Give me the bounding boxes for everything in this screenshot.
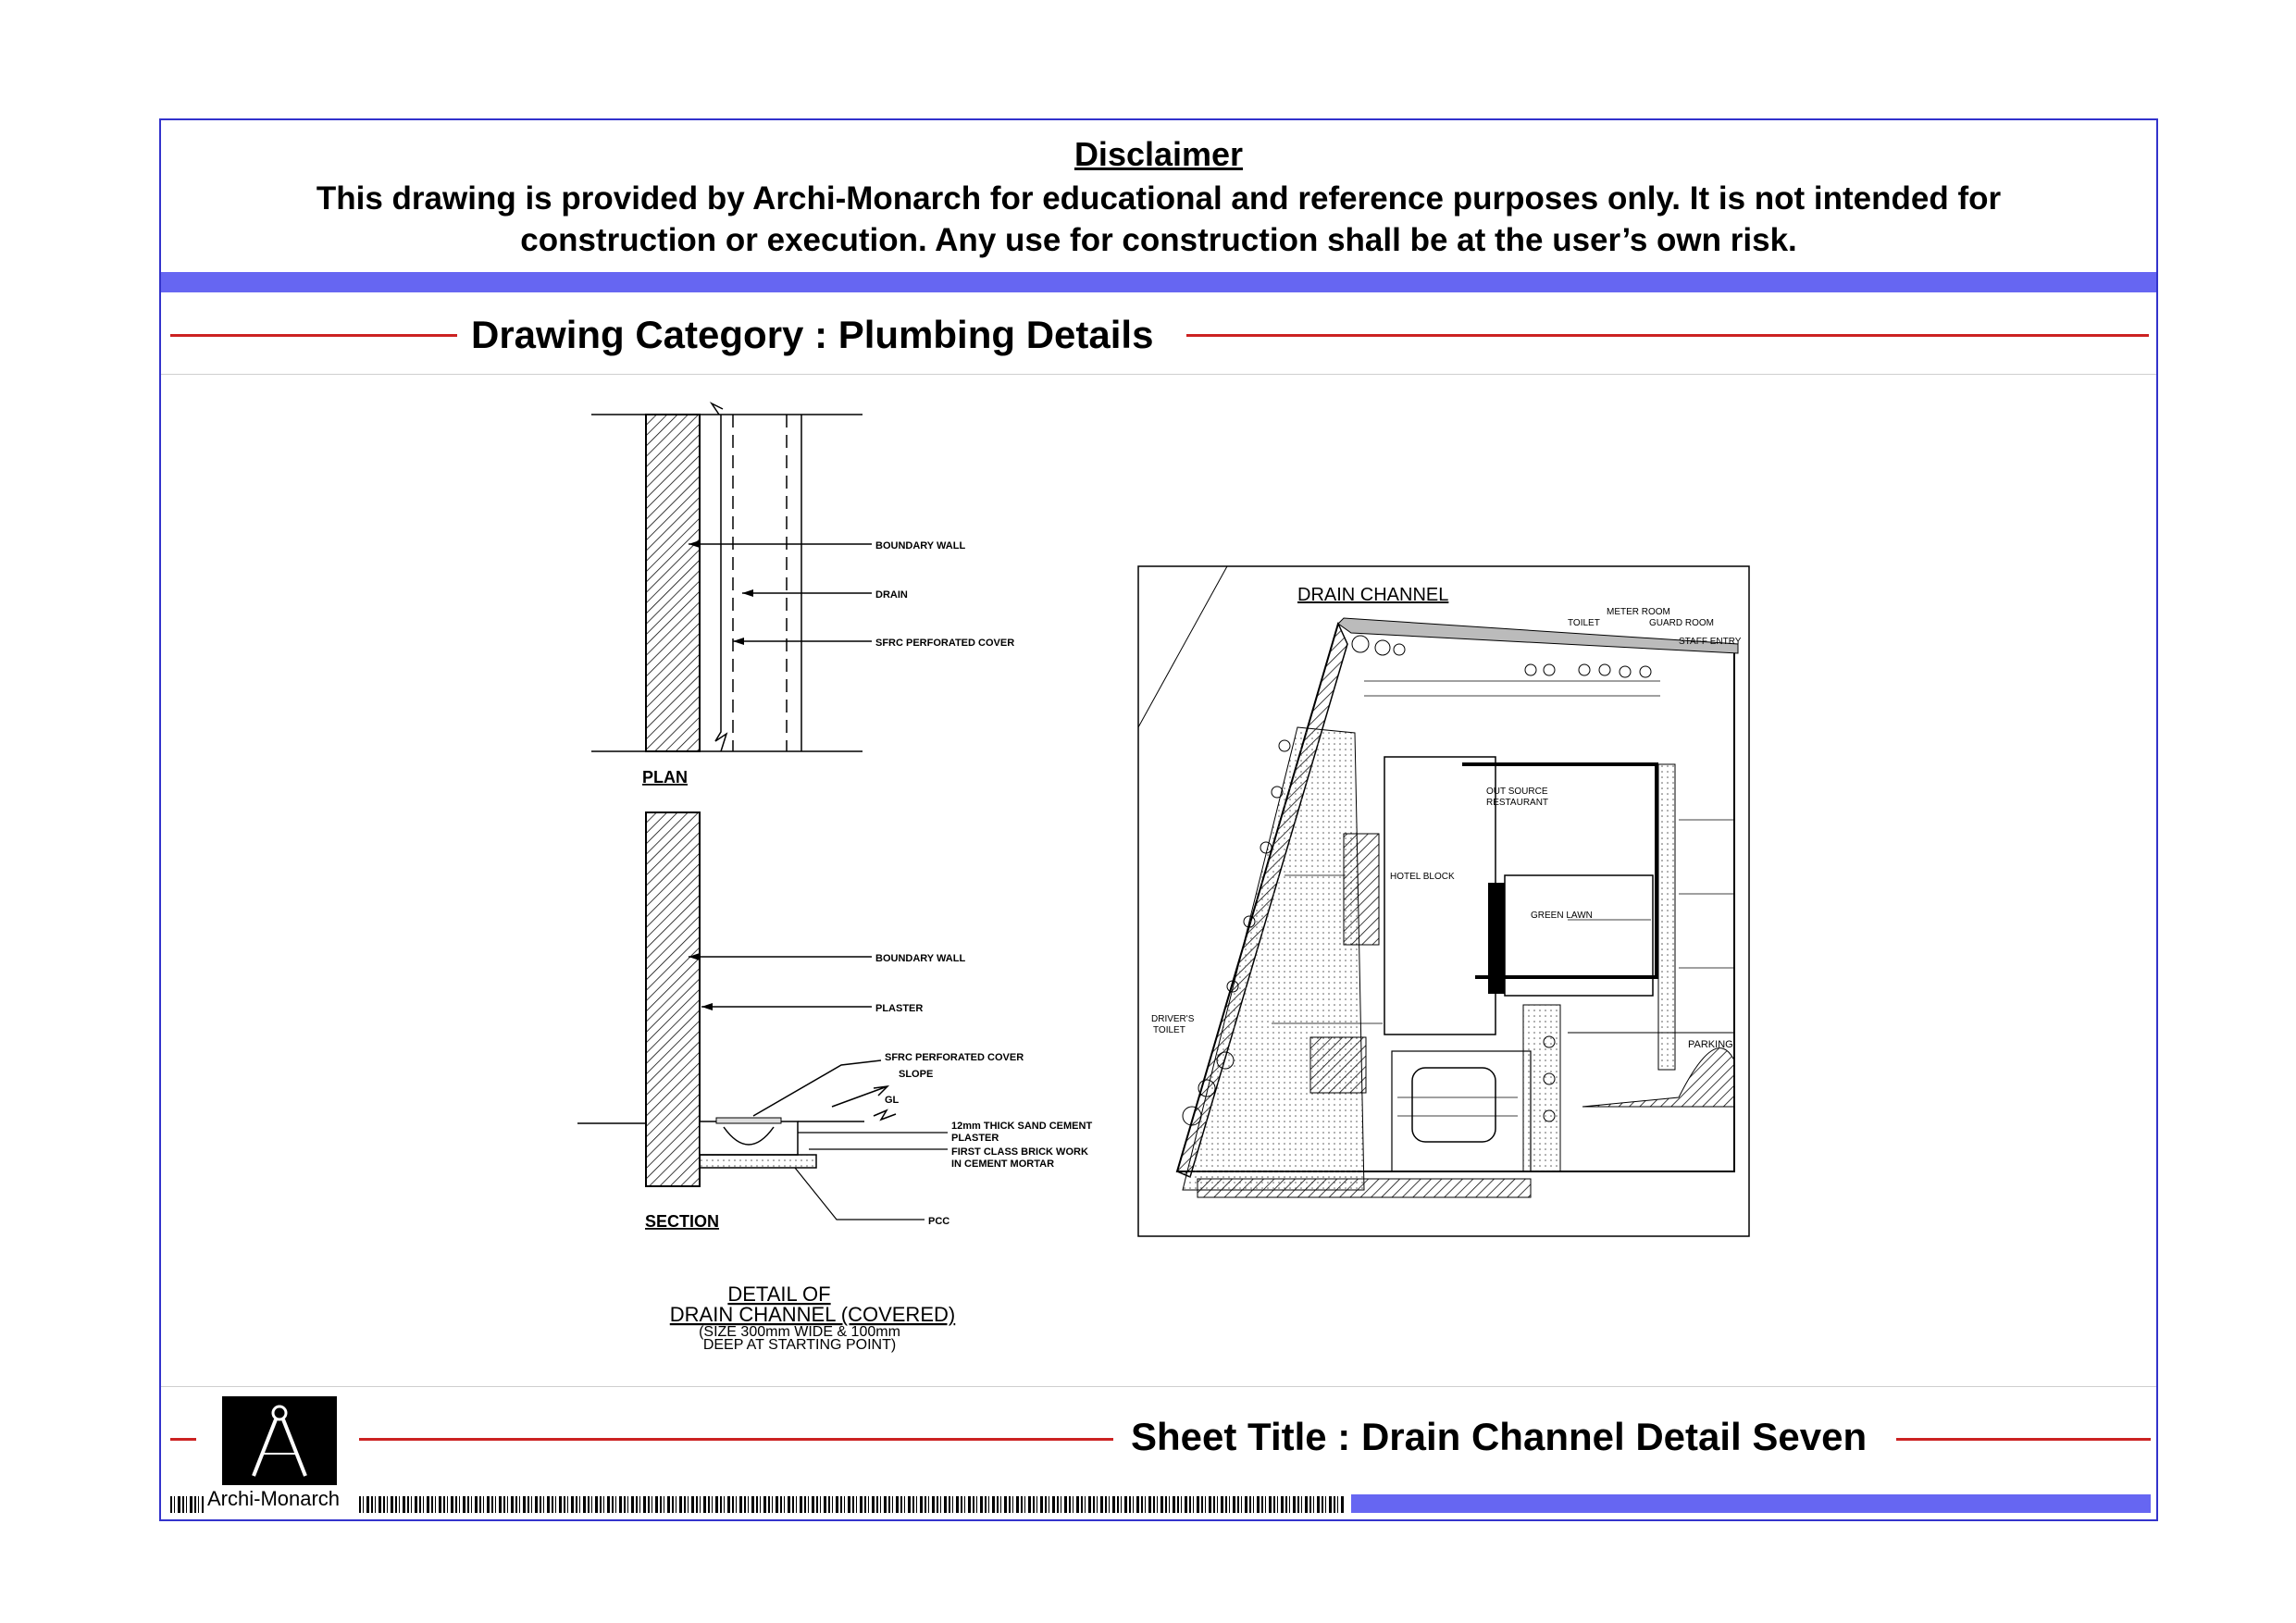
header-band: [161, 272, 2156, 292]
plan-boundary-wall: [646, 415, 700, 751]
plan-detail: [591, 403, 1014, 787]
drawing-sheet: [159, 118, 2158, 1521]
site-label-toilet: TOILET: [1568, 618, 1600, 628]
site-label-meter-room: METER ROOM: [1607, 607, 1670, 617]
site-plan-title: DRAIN CHANNEL: [1297, 585, 1449, 605]
section-boundary-wall: [646, 812, 700, 1186]
drawing-category: Drawing Category : Plumbing Details: [471, 313, 1154, 356]
site-label-staff-entry: STAFF ENTRY: [1679, 637, 1742, 647]
section-callout-plaster-2: PLASTER: [951, 1133, 999, 1144]
section-callout-cover: SFRC PERFORATED COVER: [885, 1052, 1024, 1063]
caption-line-4: DEEP AT STARTING POINT): [702, 1337, 897, 1353]
disclaimer-block: [161, 120, 2156, 270]
category-rule-left: [170, 334, 457, 337]
archi-monarch-logo: [222, 1396, 337, 1485]
site-label-hotel-block: HOTEL BLOCK: [1390, 872, 1455, 882]
category-rule-right: [1186, 334, 2149, 337]
footer-title-block: [161, 1386, 2156, 1524]
section-callout-plaster: PLASTER: [875, 1003, 924, 1014]
section-detail: [577, 812, 1092, 1231]
site-label-green-lawn: GREEN LAWN: [1531, 911, 1593, 921]
disclaimer-title: Disclaimer: [1074, 135, 1244, 173]
caption-line-3: (SIZE 300mm WIDE & 100mm: [699, 1324, 900, 1340]
site-label-drivers-toilet-1: DRIVER'S: [1151, 1014, 1195, 1024]
site-label-restaurant-2: RESTAURANT: [1486, 798, 1549, 808]
plan-callout-boundary-wall: BOUNDARY WALL: [875, 540, 966, 551]
footer-band: [1351, 1494, 2151, 1513]
caption-line-2: DRAIN CHANNEL (COVERED): [669, 1303, 956, 1326]
disclaimer-text: This drawing is provided by Archi-Monarch for educational and reference purposes only. It is not intended for construction or execution. Any use for construction shall be at the user’s own risk.: [316, 180, 2002, 258]
section-callout-brick-work: FIRST CLASS BRICK WORK: [951, 1146, 1088, 1158]
site-label-drivers-toilet-2: TOILET: [1153, 1025, 1185, 1035]
footer-rule-middle: [359, 1438, 1113, 1441]
site-label-guard-room: GUARD ROOM: [1649, 618, 1714, 628]
detail-caption: [670, 1282, 955, 1353]
section-label: SECTION: [645, 1212, 720, 1231]
barcode-strip: [359, 1496, 1344, 1513]
section-callout-sand-cement: 12mm THICK SAND CEMENT: [951, 1121, 1093, 1132]
drawing-svg: [161, 376, 2156, 1386]
section-callout-boundary-wall: BOUNDARY WALL: [875, 953, 966, 964]
section-callout-mortar: IN CEMENT MORTAR: [951, 1158, 1055, 1170]
footer-rule-left: [170, 1438, 196, 1441]
plan-callout-cover: SFRC PERFORATED COVER: [875, 638, 1015, 649]
drawing-area: [161, 376, 2156, 1386]
barcode-strip-left: [170, 1496, 204, 1513]
site-label-parking: PARKING: [1688, 1039, 1733, 1050]
site-label-restaurant-1: OUT SOURCE: [1486, 787, 1548, 797]
section-callout-gl: GL: [885, 1095, 900, 1106]
sheet-title: Sheet Title : Drain Channel Detail Seven: [1131, 1415, 1868, 1458]
section-callout-slope: SLOPE: [899, 1069, 934, 1080]
site-plan: [1138, 566, 1749, 1236]
logo-name: Archi-Monarch: [207, 1487, 341, 1510]
drain-channel-section: [700, 1121, 798, 1155]
section-callout-pcc: PCC: [928, 1216, 950, 1227]
plan-label: PLAN: [642, 768, 688, 787]
compass-icon: [222, 1396, 337, 1485]
plan-callout-drain: DRAIN: [875, 589, 908, 601]
footer-rule-right: [1896, 1438, 2151, 1441]
caption-line-1: DETAIL OF: [727, 1282, 831, 1306]
category-row: [161, 292, 2156, 375]
